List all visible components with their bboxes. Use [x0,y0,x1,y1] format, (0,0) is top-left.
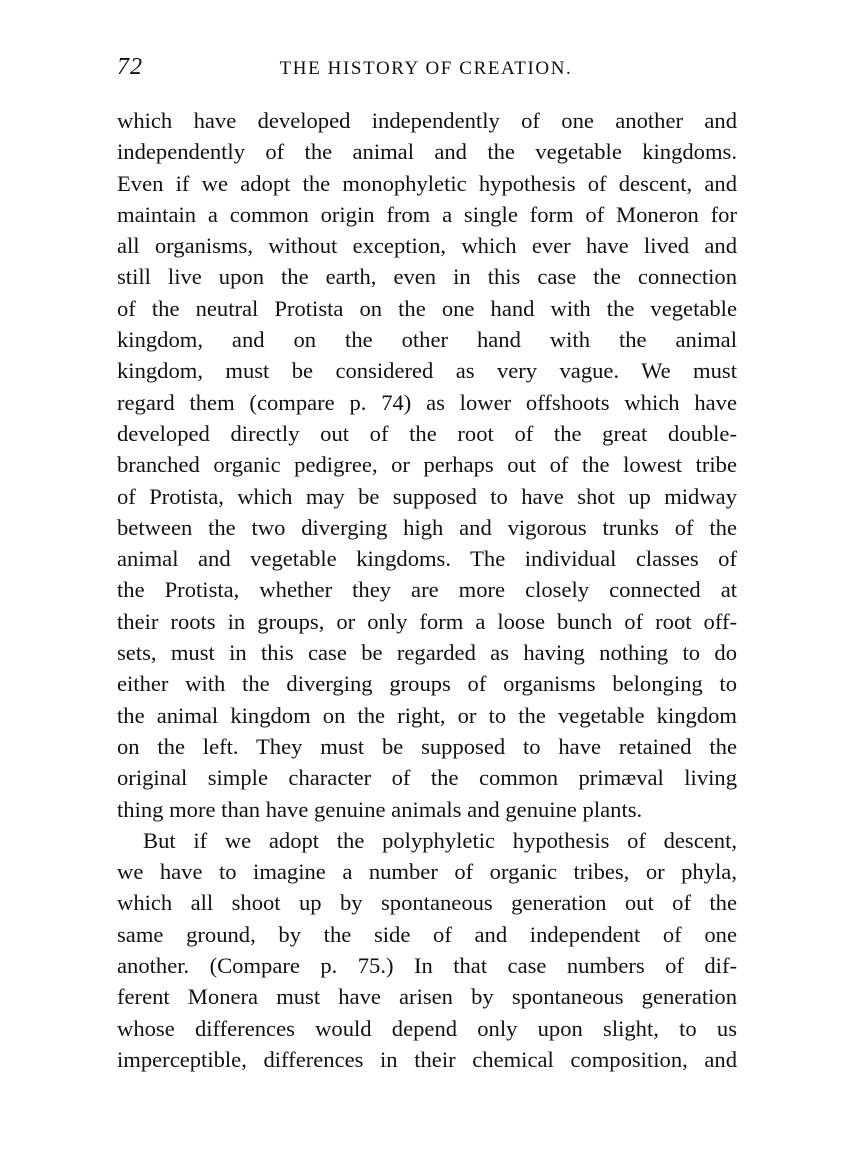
text-line: their roots in groups, or only form a loose bunch of root off- [117,608,737,634]
text-line: developed directly out of the root of the great double- [117,420,737,446]
text-line: either with the diverging groups of organisms belonging to [117,671,737,697]
body-text [117,105,737,1075]
text-line: which all shoot up by spontaneous generation out of the [117,890,737,916]
text-line: But if we adopt the polyphyletic hypothesis of descent, [143,827,737,853]
text-line: animal and vegetable kingdoms. The individual classes of [117,546,737,572]
text-line: on the left. They must be supposed to have retained the [117,733,737,759]
text-line: all organisms, without exception, which ever have lived and [117,233,737,259]
running-title: THE HISTORY OF CREATION. [279,58,573,79]
text-line: regard them (compare p. 74) as lower offshoots which have [117,389,737,415]
running-head [117,54,735,88]
text-line: kingdom, must be considered as very vague. We must [117,358,737,384]
text-line: whose differences would depend only upon slight, to us [117,1015,737,1041]
text-line: between the two diverging high and vigorous trunks of the [117,514,737,540]
text-line: branched organic pedigree, or perhaps out of the lowest tribe [117,452,737,478]
text-line: of Protista, which may be supposed to have shot up midway [117,483,737,509]
text-line: thing more than have genuine animals and genuine plants. [117,796,643,822]
page-number: 72 [117,54,143,80]
text-line: kingdom, and on the other hand with the animal [117,327,737,353]
text-line: which have developed independently of one another and [117,108,737,133]
text-line: of the neutral Protista on the one hand with the vegetable [117,295,737,321]
text-line: original simple character of the common primæval living [117,765,737,791]
text-line: Even if we adopt the monophyletic hypothesis of descent, and [117,170,737,196]
text-line: same ground, by the side of and independent of one [117,921,737,947]
text-line: still live upon the earth, even in this case the connection [117,264,737,290]
text-line: the Protista, whether they are more closely connected at [117,577,737,603]
text-line: maintain a common origin from a single form of Moneron for [117,201,737,227]
text-line: the animal kingdom on the right, or to the vegetable kingdom [117,702,737,728]
text-line: ferent Monera must have arisen by spontaneous generation [117,984,737,1010]
paragraph-2 [117,825,737,1075]
text-line: imperceptible, differences in their chemical composition, and [117,1046,737,1072]
text-line: sets, must in this case be regarded as having nothing to do [117,640,737,666]
text-line: we have to imagine a number of organic tribes, or phyla, [117,859,737,885]
text-line: independently of the animal and the vegetable kingdoms. [117,139,737,165]
text-line: another. (Compare p. 75.) In that case numbers of dif- [117,953,737,979]
paragraph-1 [117,105,737,825]
